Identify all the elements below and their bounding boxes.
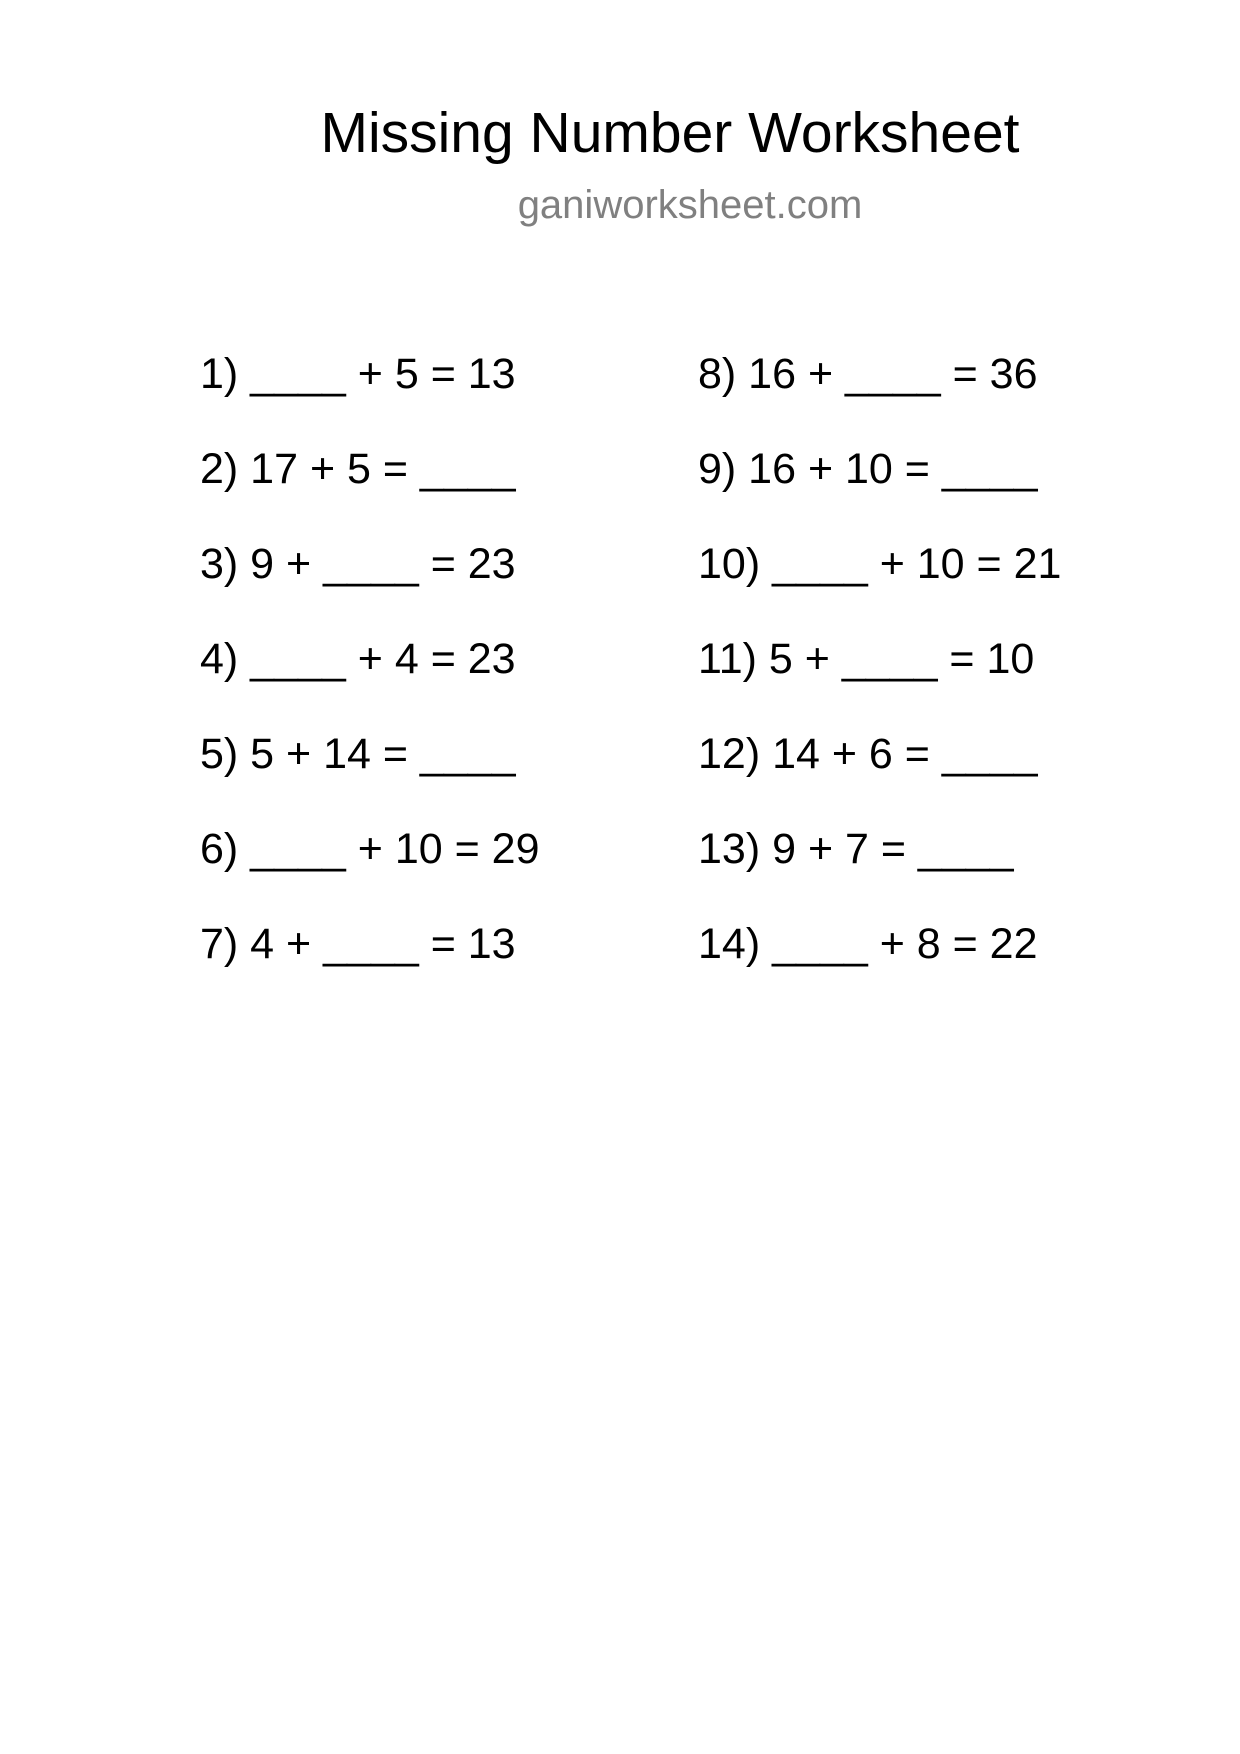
- problem-6: 6) ____ + 10 = 29: [200, 825, 540, 873]
- problem-13: 13) 9 + 7 = ____: [698, 825, 1014, 873]
- problems-column-right: [698, 348, 1061, 1013]
- problem-3: 3) 9 + ____ = 23: [200, 540, 516, 588]
- problem-14: 14) ____ + 8 = 22: [698, 920, 1038, 968]
- problem-12: 12) 14 + 6 = ____: [698, 730, 1038, 778]
- problem-5: 5) 5 + 14 = ____: [200, 730, 516, 778]
- problem-9: 9) 16 + 10 = ____: [698, 445, 1038, 493]
- problem-8: 8) 16 + ____ = 36: [698, 350, 1038, 398]
- problem-11: 11) 5 + ____ = 10: [698, 635, 1035, 683]
- problem-7: 7) 4 + ____ = 13: [200, 920, 516, 968]
- problem-2: 2) 17 + 5 = ____: [200, 445, 516, 493]
- page-title: Missing Number Worksheet: [320, 101, 1020, 165]
- problems-column-left: [200, 348, 540, 1013]
- problem-1: 1) ____ + 5 = 13: [200, 350, 516, 398]
- problem-4: 4) ____ + 4 = 23: [200, 635, 516, 683]
- site-url-subtitle: ganiworksheet.com: [517, 183, 863, 227]
- problem-10: 10) ____ + 10 = 21: [698, 540, 1062, 588]
